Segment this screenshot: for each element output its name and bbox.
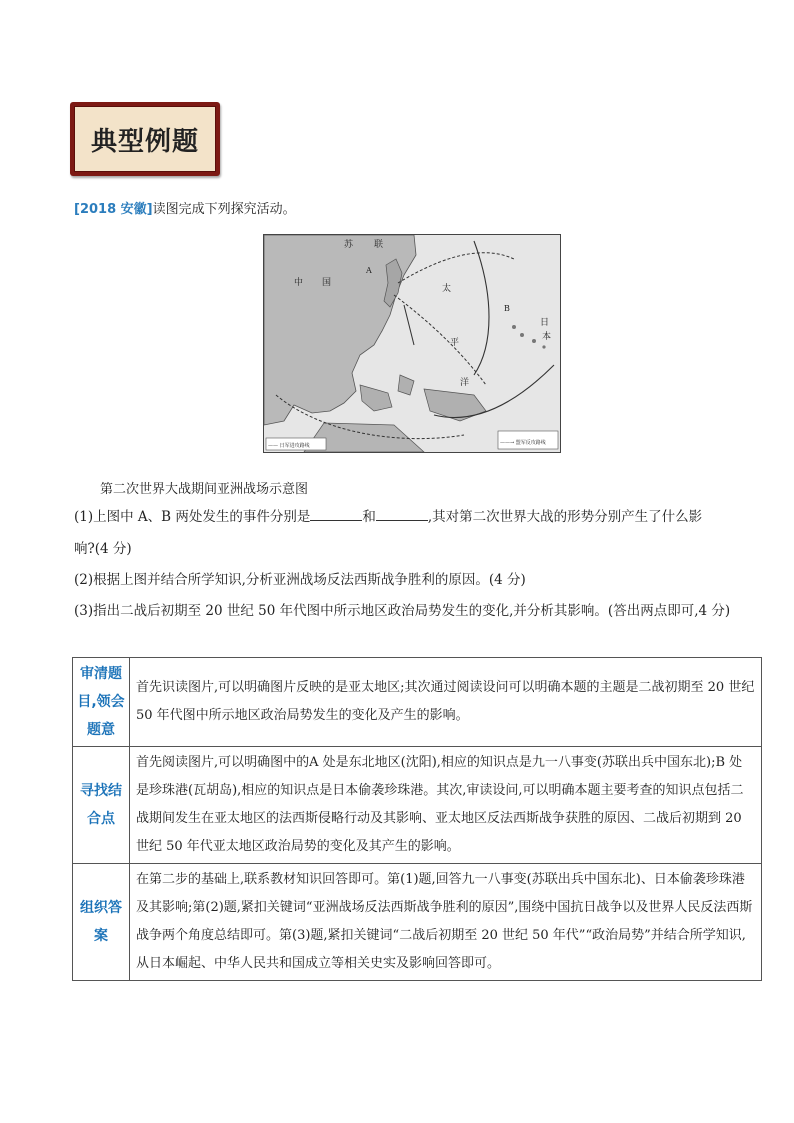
question-3: (3)指出二战后初期至 20 世纪 50 年代图中所示地区政治局势发生的变化,并分析其影响。(答出两点即可,4 分) [74,603,731,619]
question-1-and: 和 [362,509,376,525]
war-map-graphic [264,235,560,452]
section-title: 典型例题 [90,126,199,157]
pacific-island-a [512,325,516,329]
war-map [263,234,561,453]
row-content: 在第二步的基础上,联系教材知识回答即可。第(1)题,回答九一八事变(苏联出兵中国东北)、日本偷袭珍珠港及其影响;第(2)题,紧扣关键词“亚洲战场反法西斯战争胜利的原因”,围绕中国抗日战争以及世界人民反法西斯战争两个角度总结即可。第(3)题,紧扣关键词“二战后初期至 20 世纪 50 年代”“政治局势”并结合所学知识,从日本崛起、中华人民共和国成立等相关史实及影响回答即可。 [130,864,762,981]
map-label-yang: 洋 [460,378,470,388]
map-label-tai: 太 [442,284,452,294]
section-badge [70,102,220,176]
map-label-zhongguo2: 国 [322,278,332,288]
map-label-b: B [504,304,510,313]
analysis-table [72,657,762,981]
row-label: 审清题目,领会题意 [73,658,130,747]
map-label-sulian1: 苏 [344,240,354,250]
table-row [73,658,762,747]
table-row [73,747,762,864]
question-intro [74,198,296,217]
map-caption: 第二次世界大战期间亚洲战场示意图 [100,482,309,497]
pacific-island-c [532,339,536,343]
map-label-ben: 本 [542,332,552,342]
map-label-a: A [366,266,372,275]
map-label-zhongguo1: 中 [294,278,304,288]
answer-blank-b[interactable] [376,508,428,521]
question-intro-text: 读图完成下列探究活动。 [152,202,296,217]
question-source: [2018 安徽] [74,202,153,217]
question-1 [74,507,764,527]
pacific-island-b [520,333,524,337]
legend-right-text: ——→ 盟军反攻路线 [500,440,546,446]
map-label-sulian2: 联 [374,240,384,250]
row-label: 组织答案 [73,864,130,981]
legend-left-text: —— 日军进攻路线 [268,443,310,449]
question-1-cont: 响?(4 分) [74,541,132,557]
answer-blank-a[interactable] [310,508,362,521]
question-1-start: (1)上图中 A、B 两处发生的事件分别是 [74,509,311,525]
row-label: 寻找结合点 [73,747,130,864]
section-badge-inner [74,106,216,172]
map-label-ping: 平 [450,338,460,348]
row-content: 首先识读图片,可以明确图片反映的是亚太地区;其次通过阅读设问可以明确本题的主题是二战初期至 20 世纪 50 年代图中所示地区政治局势发生的变化及产生的影响。 [130,658,762,747]
row-content: 首先阅读图片,可以明确图中的A 处是东北地区(沈阳),相应的知识点是九一八事变(苏联出兵中国东北);B 处是珍珠港(瓦胡岛),相应的知识点是日本偷袭珍珠港。其次,审读设问,可以明确本题主要考查的知识点包括二战期间发生在亚太地区的法西斯侵略行动及其影响、亚太地区反法西斯战争获胜的原因、二战后初期到 20 世纪 50 年代亚太地区政治局势的变化及其产生的影响。 [130,747,762,864]
pacific-island-d [542,345,545,348]
question-1-end: ,其对第二次世界大战的形势分别产生了什么影 [427,509,703,525]
question-2: (2)根据上图并结合所学知识,分析亚洲战场反法西斯战争胜利的原因。(4 分) [74,572,526,588]
map-label-ri: 日 [540,318,550,328]
table-row [73,864,762,981]
